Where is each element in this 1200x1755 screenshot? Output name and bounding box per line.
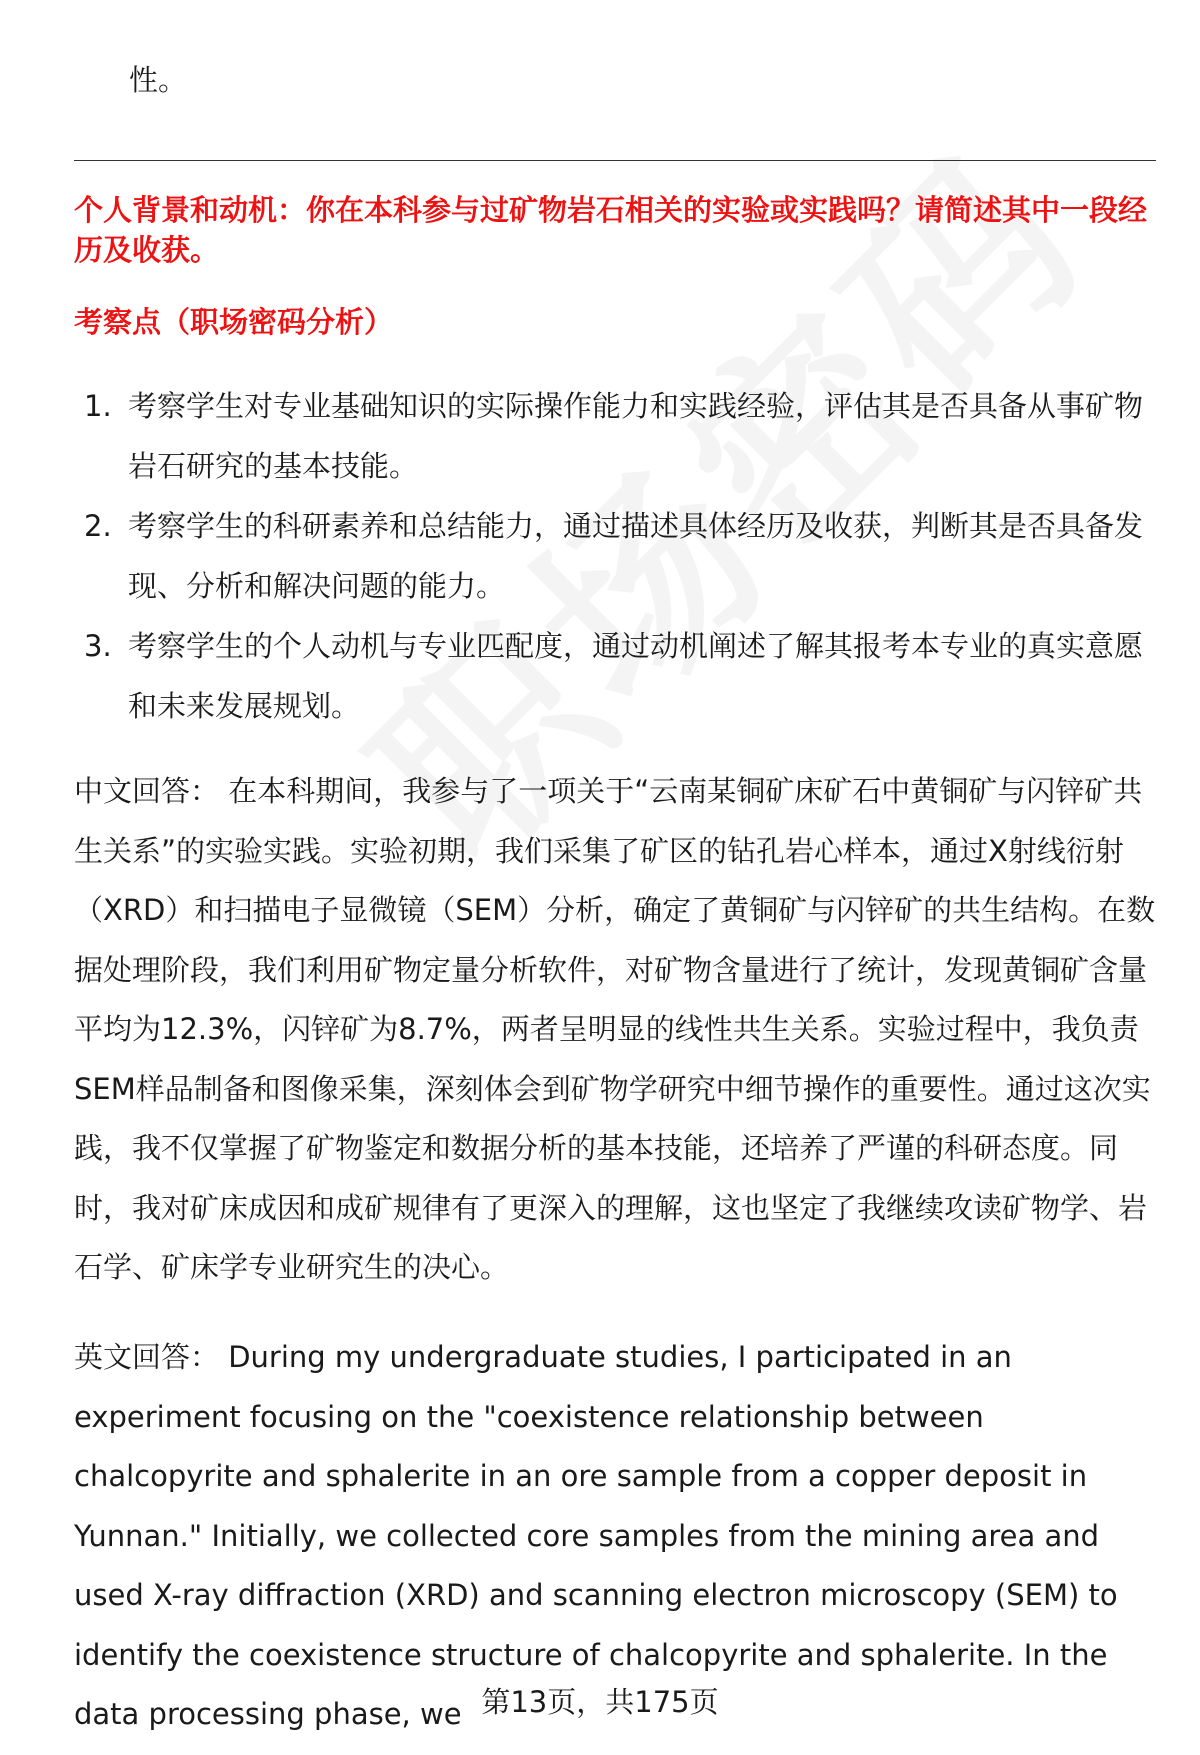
list-text: 考察学生对专业基础知识的实际操作能力和实践经验，评估其是否具备从事矿物岩石研究的基本技能。 [128, 389, 1144, 483]
list-text: 考察学生的个人动机与专业匹配度，通过动机阐述了解其报考本专业的真实意愿和未来发展规划。 [128, 629, 1144, 723]
list-item [74, 376, 1158, 496]
section-divider [74, 160, 1156, 161]
english-answer: 英文回答： During my undergraduate studies, I participated in an experiment focusing on the "coexistence relationship between chalcopyrite and sphalerite in an ore sample from a copper deposit in Yunnan." Initially, we collected core samples from the mining area and used X-ray diffraction (XRD) and scanning electron microscopy (SEM) to identify the coexistence structure of chalcopyrite and sphalerite. In the data processing phase, we [74, 1340, 1118, 1731]
list-number: 3. [84, 629, 112, 663]
list-item [74, 616, 1158, 736]
list-number: 1. [84, 389, 112, 423]
page-number: 第13页，共175页 [481, 1685, 719, 1719]
list-item [74, 496, 1158, 616]
key-points-list [74, 376, 1158, 736]
carryover-text: 性。 [129, 63, 188, 97]
question-heading: 个人背景和动机：你在本科参与过矿物岩石相关的实验或实践吗？请简述其中一段经历及收获。 [74, 193, 1148, 267]
chinese-answer: 中文回答： 在本科期间，我参与了一项关于“云南某铜矿床矿石中黄铜矿与闪锌矿共生关系”的实验实践。实验初期，我们采集了矿区的钻孔岩心样本，通过X射线衍射（XRD）和扫描电子显微镜（SEM）分析，确定了黄铜矿与闪锌矿的共生结构。在数据处理阶段，我们利用矿物定量分析软件，对矿物含量进行了统计，发现黄铜矿含量平均为12.3%，闪锌矿为8.7%，两者呈明显的线性共生关系。实验过程中，我负责SEM样品制备和图像采集，深刻体会到矿物学研究中细节操作的重要性。通过这次实践，我不仅掌握了矿物鉴定和数据分析的基本技能，还培养了严谨的科研态度。同时，我对矿床成因和成矿规律有了更深入的理解，这也坚定了我继续攻读矿物学、岩石学、矿床学专业研究生的决心。 [74, 774, 1156, 1284]
list-number: 2. [84, 509, 112, 543]
list-text: 考察学生的科研素养和总结能力，通过描述具体经历及收获，判断其是否具备发现、分析和解决问题的能力。 [128, 509, 1144, 603]
key-points-title: 考察点（职场密码分析） [74, 305, 394, 339]
